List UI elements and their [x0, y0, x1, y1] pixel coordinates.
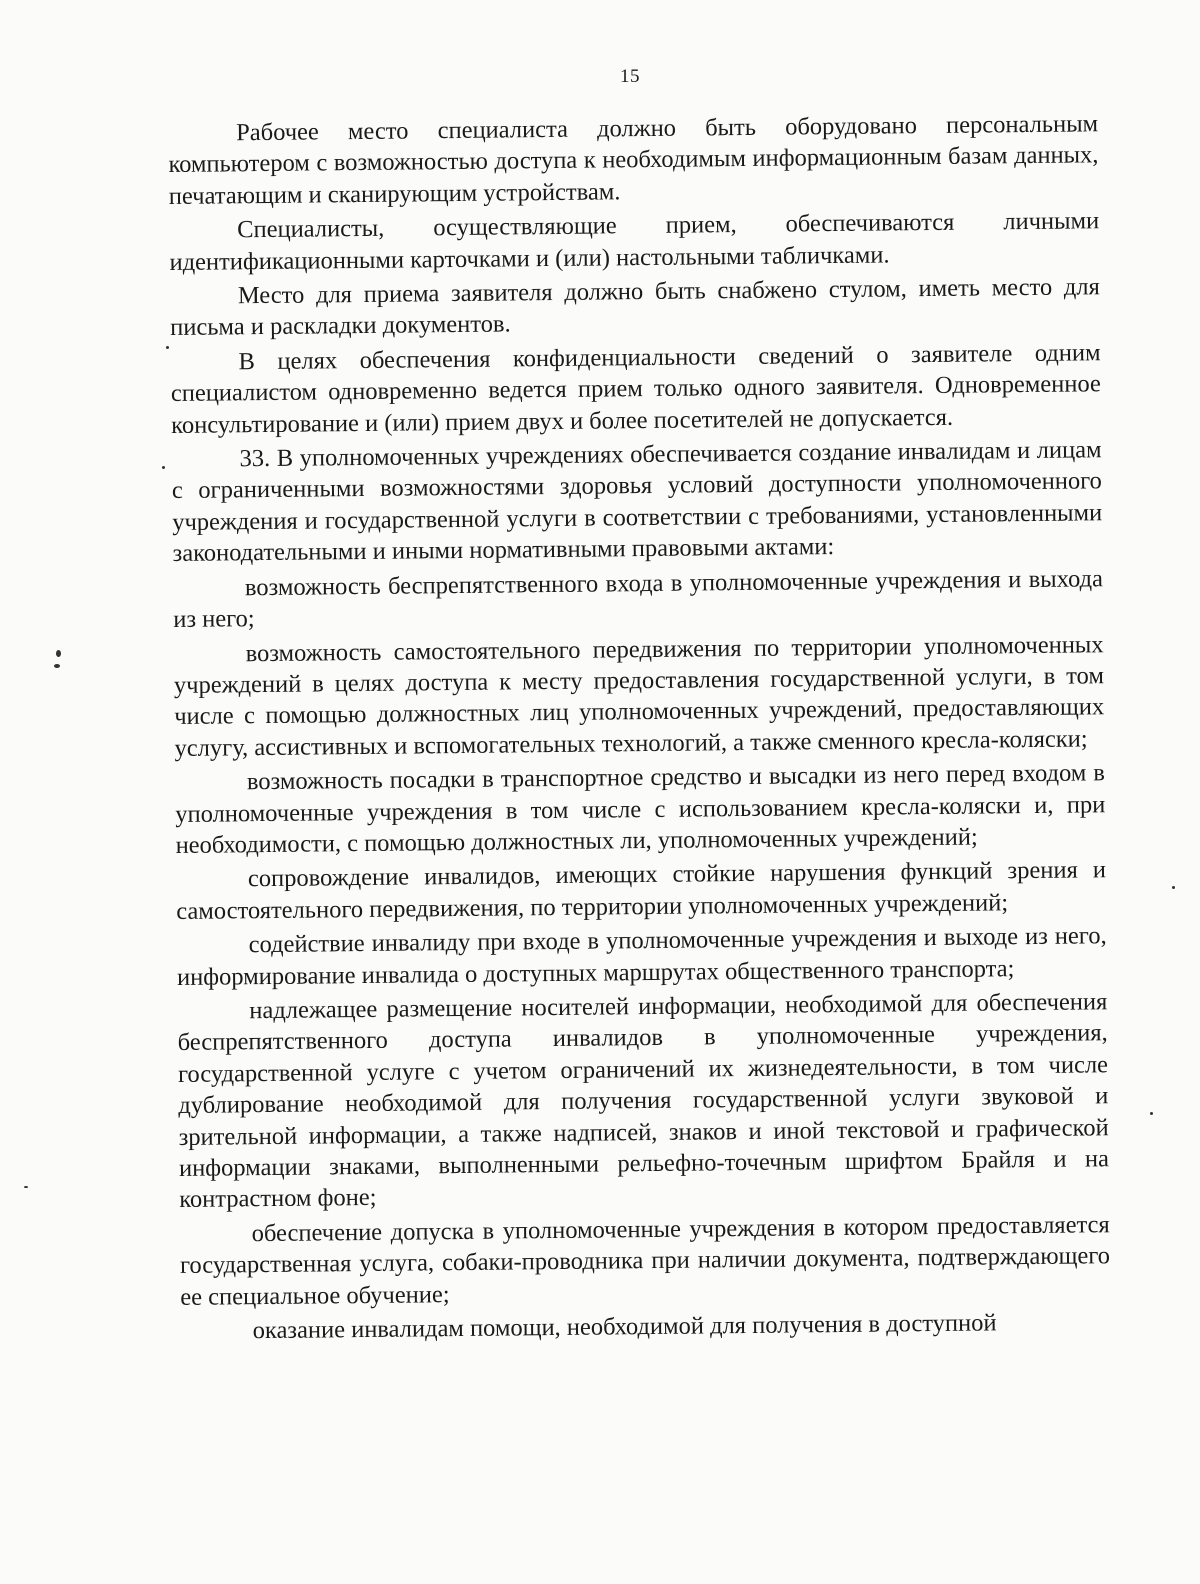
list-item-information-placement: надлежащее размещение носителей информации, необходимой для обеспечения беспрепятственного доступа инвалидов в уполномоченные учреждения, государственной услуге с учетом ограничений их жизнедеятельности, в том числе дублирование необходимой для получения государственной услуги звуковой и зрительной информации, а также надписей, знаков и иной текстовой и графической информации знаками, выполненными рельефно-точечным шрифтом Брайля и на контрастном фоне;	[177, 988, 1110, 1214]
list-item-movement: возможность самостоятельного передвижения по территории уполномоченных учреждений в целях доступа к месту предоставления государственной услуги, в том числе с помощью должностных лиц уполномоченных учреждений, предоставляющих услугу, ассистивных и вспомогательных технологий, а также сменного кресла-коляски;	[173, 630, 1105, 762]
scan-speck	[56, 650, 61, 657]
list-item-guide-dog: обеспечение допуска в уполномоченные учреждения в котором предоставляется государственная услуга, собаки-проводника при наличии документа, подтверждающего ее специальное обучение;	[179, 1211, 1111, 1311]
page-number: 15	[620, 66, 640, 87]
list-item-escort: сопровождение инвалидов, имеющих стойкие нарушения функций зрения и самостоятельного передвижения, по территории уполномоченных учреждений;	[176, 856, 1107, 925]
scan-speck	[166, 346, 169, 349]
scan-speck	[1150, 1112, 1153, 1115]
list-item-assistance-help: оказание инвалидам помощи, необходимой для получения в доступной	[252, 1309, 997, 1345]
scan-speck	[162, 466, 165, 469]
paragraph-confidentiality: В целях обеспечения конфиденциальности сведений о заявителе одним специалистом одновременно ведется прием только одного заявителя. Одновременное консультирование и (или) прием двух и более посетителей не допускается.	[170, 339, 1101, 439]
scan-speck	[1172, 886, 1175, 889]
paragraph-specialist-identification: Специалисты, осуществляющие прием, обеспечиваются личными идентификационными карточками и (или) настольными табличками.	[169, 207, 1100, 276]
scan-speck	[24, 1186, 28, 1188]
paragraph-section-33: 33. В уполномоченных учреждениях обеспечивается создание инвалидам и лицам с ограниченными возможностями здоровья условий доступности уполномоченного учреждения и государственной услуги в соответствии с требованиями, установленными законодательными и иными нормативными правовыми актами:	[171, 436, 1103, 568]
list-item-entrance-exit: возможность беспрепятственного входа в уполномоченные учреждения и выхода из него;	[173, 564, 1104, 634]
document-body	[168, 108, 1111, 1350]
paragraph-applicant-place: Место для приема заявителя должно быть снабжено стулом, иметь место для письма и раскладки документов.	[170, 273, 1100, 342]
list-item-transport-boarding: возможность посадки в транспортное средство и высадки из него перед входом в уполномоченные учреждения в том числе с использованием кресла-коляски и, при необходимости, с помощью должностных ли, уполномоченных учреждений;	[175, 759, 1106, 859]
scan-speck	[54, 664, 60, 668]
paragraph-workplace-equipment: Рабочее место специалиста должно быть оборудовано персональным компьютером с возможностью доступа к необходимым информационным базам данных, печатающим и сканирующим устройствам.	[168, 110, 1099, 210]
list-item-assistance-entrance: содействие инвалиду при входе в уполномоченные учреждения и выходе из него, информирование инвалида о доступных маршрутах общественного транспорта;	[176, 922, 1107, 991]
